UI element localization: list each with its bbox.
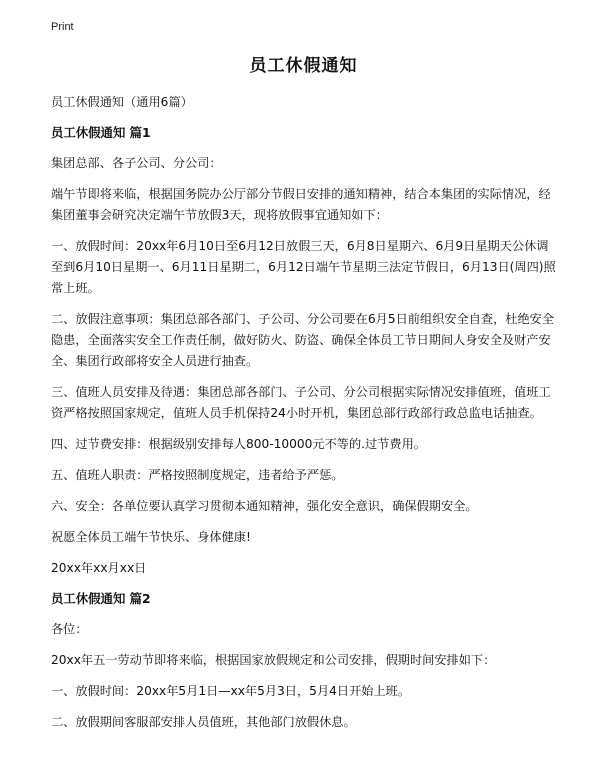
paragraph-safety: 六、安全：各单位要认真学习贯彻本通知精神，强化安全意识，确保假期安全。 <box>51 499 478 513</box>
paragraph-date: 20xx年xx月xx日 <box>51 561 147 575</box>
paragraph-duty-responsibility: 五、值班人职责：严格按照制度规定，违者给予严惩。 <box>51 468 344 482</box>
paragraph-may-day-duty: 二、放假期间客服部安排人员值班，其他部门放假休息。 <box>51 715 356 729</box>
document-page <box>51 48 556 733</box>
paragraph-greeting: 各位： <box>51 622 88 636</box>
print-link[interactable]: Print <box>51 21 74 33</box>
paragraph-holiday-time: 一、放假时间：20xx年6月10日至6月12日放假三天，6月8日星期六、6月9日星期天公休调至到6月10日星期一、6月11日星期二，6月12日端午节星期三法定节假日，6月13日(周四)照常上班。 <box>51 239 556 295</box>
page-title: 员工休假通知 <box>249 56 358 76</box>
paragraph-holiday-allowance: 四、过节费安排：根据级别安排每人800-10000元不等的.过节费用。 <box>51 437 426 451</box>
paragraph-may-day-time: 一、放假时间：20xx年5月1日—xx年5月3日，5月4日开始上班。 <box>51 684 411 698</box>
paragraph-precautions: 二、放假注意事项：集团总部各部门、子公司、分公司要在6月5日前组织安全自查，杜绝安全隐患，全面落实安全工作责任制，做好防火、防盗、确保全体员工节日期间人身安全及财产安全、集团行政部将安全人员进行抽查。 <box>51 312 555 368</box>
paragraph-duty-staff: 三、值班人员安排及待遇：集团总部各部门、子公司、分公司根据实际情况安排值班，值班工资严格按照国家规定，值班人员手机保持24小时开机，集团总部行政部行政总监电话抽查。 <box>51 385 551 420</box>
section-heading-2: 员工休假通知 篇2 <box>51 591 151 606</box>
paragraph-addressee: 集团总部、各子公司、分公司： <box>51 156 222 170</box>
paragraph-intro: 端午节即将来临，根据国务院办公厅部分节假日安排的通知精神，结合本集团的实际情况，经集团董事会研究决定端午节放假3天，现将放假事宜通知如下： <box>51 187 551 222</box>
paragraph-wishes: 祝愿全体员工端午节快乐、身体健康! <box>51 530 251 544</box>
section-heading-1: 员工休假通知 篇1 <box>51 125 151 140</box>
paragraph-may-day-intro: 20xx年五一劳动节即将来临，根据国家放假规定和公司安排，假期时间安排如下： <box>51 653 496 667</box>
document-subtitle: 员工休假通知（通用6篇） <box>51 95 193 109</box>
